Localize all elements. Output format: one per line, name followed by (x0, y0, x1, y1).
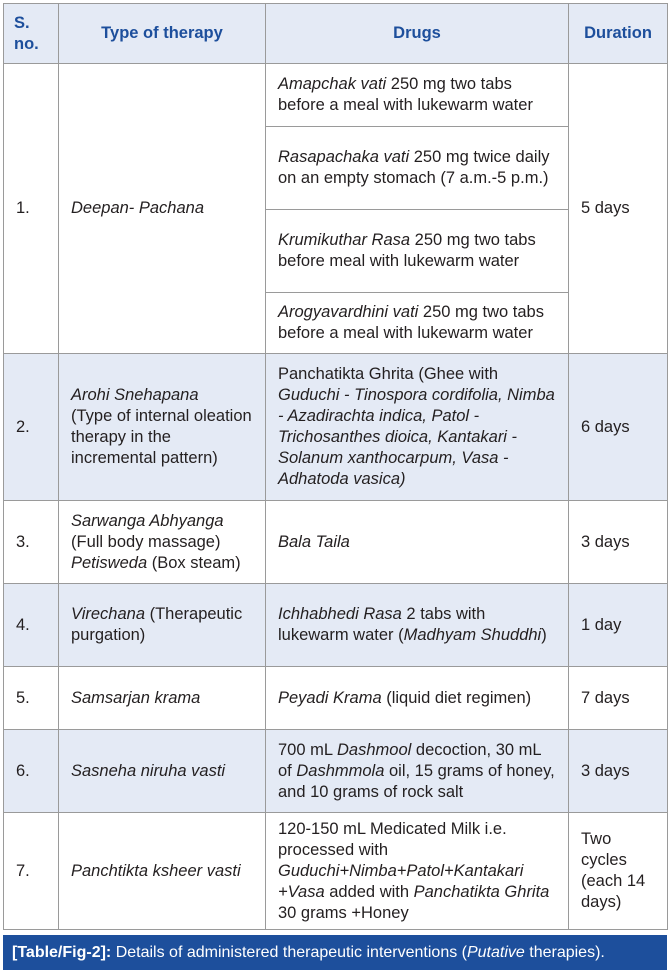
row-therapy: Sarwanga Abhyanga (Full body massage) Petisweda (Box steam) (59, 501, 266, 584)
row-drug: Peyadi Krama (liquid diet regimen) (266, 667, 569, 730)
table-row (4, 667, 668, 730)
row-drug: Ichhabhedi Rasa 2 tabs with lukewarm water (Madhyam Shuddhi) (266, 584, 569, 667)
table-row (4, 584, 668, 667)
table-row (4, 813, 668, 930)
row-therapy: Deepan- Pachana (59, 64, 266, 354)
row-therapy: Sasneha niruha vasti (59, 730, 266, 813)
header-duration: Duration (569, 4, 668, 64)
row-sno: 1. (4, 64, 59, 354)
row-drug: 120-150 mL Medicated Milk i.e. processed with Guduchi+Nimba+Patol+Kantakari +Vasa added with Panchatikta Ghrita 30 grams +Honey (266, 813, 569, 930)
row-duration: 3 days (569, 730, 668, 813)
row-duration: 5 days (569, 64, 668, 354)
row-sno: 3. (4, 501, 59, 584)
row-sno: 6. (4, 730, 59, 813)
table-row (4, 64, 668, 127)
row-drug: Rasapachaka vati 250 mg twice daily on an empty stomach (7 a.m.-5 p.m.) (266, 127, 569, 210)
row-therapy: Arohi Snehapana (Type of internal oleation therapy in the incremental pattern) (59, 354, 266, 501)
header-drugs: Drugs (266, 4, 569, 64)
row-therapy: Virechana (Therapeutic purgation) (59, 584, 266, 667)
row-drug: Panchatikta Ghrita (Ghee with Guduchi - Tinospora cordifolia, Nimba - Azadirachta indica, Patol - Trichosanthes dioica, Kantakari - Solanum xanthocarpum, Vasa - Adhatoda vasica) (266, 354, 569, 501)
table-row (4, 730, 668, 813)
row-duration: 1 day (569, 584, 668, 667)
row-duration: Two cycles (each 14 days) (569, 813, 668, 930)
row-drug: Arogyavardhini vati 250 mg two tabs before a meal with lukewarm water (266, 293, 569, 354)
table-caption: [Table/Fig-2]: Details of administered therapeutic interventions (Putative therapies). (3, 935, 667, 970)
row-sno: 7. (4, 813, 59, 930)
therapy-table (3, 3, 668, 930)
row-sno: 2. (4, 354, 59, 501)
row-therapy: Panchtikta ksheer vasti (59, 813, 266, 930)
row-sno: 5. (4, 667, 59, 730)
header-sno: S. no. (4, 4, 59, 64)
table-header-row (4, 4, 668, 64)
table-row (4, 354, 668, 501)
row-drug: Amapchak vati 250 mg two tabs before a meal with lukewarm water (266, 64, 569, 127)
row-therapy: Samsarjan krama (59, 667, 266, 730)
row-drug: Krumikuthar Rasa 250 mg two tabs before meal with lukewarm water (266, 210, 569, 293)
row-duration: 3 days (569, 501, 668, 584)
row-drug: 700 mL Dashmool decoction, 30 mL of Dashmmola oil, 15 grams of honey, and 10 grams of rock salt (266, 730, 569, 813)
table-row (4, 501, 668, 584)
row-drug: Bala Taila (266, 501, 569, 584)
row-duration: 7 days (569, 667, 668, 730)
row-duration: 6 days (569, 354, 668, 501)
header-type: Type of therapy (59, 4, 266, 64)
row-sno: 4. (4, 584, 59, 667)
